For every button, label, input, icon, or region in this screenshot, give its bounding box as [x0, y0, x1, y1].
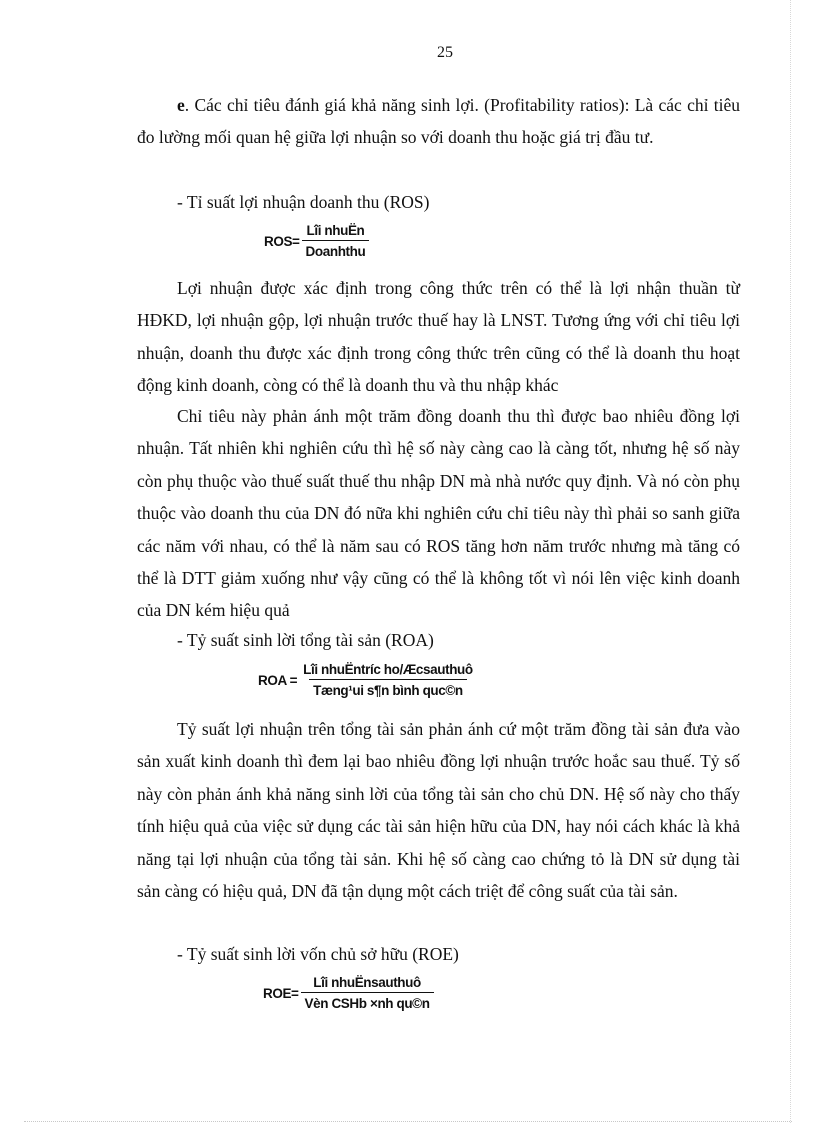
- ros-formula-lhs: ROS=: [264, 233, 300, 249]
- ros-paragraph-1: Lợi nhuận được xác định trong công thức trên có thể là lợi nhận thuần từ HĐKD, lợi nhuận gộp, lợi nhuận trước thuế hay là LNST. Tương ứng với chỉ tiêu lợi nhuận, doanh thu được xác định trong công thức trên cũng có thể là doanh thu hoạt động kinh doanh, còng có thể là doanh thu và thu nhập khác: [137, 278, 740, 396]
- ros-heading: - Tỉ suất lợi nhuận doanh thu (ROS): [177, 192, 430, 212]
- roa-formula: [258, 662, 477, 698]
- bottom-page-border: [24, 1121, 792, 1122]
- roe-formula: [263, 975, 434, 1011]
- roa-numerator: Lîi nhuËntríc ho/Æcsauthuô: [303, 662, 473, 677]
- ros-paragraph-2: Chỉ tiêu này phản ánh một trăm đồng doanh thu thì được bao nhiêu đồng lợi nhuận. Tất nhiên khi nghiên cứu thì hệ số này càng cao là càng tốt, nhưng hệ số này còn phụ thuộc vào thuế suất thuế thu nhập DN mà nhà nước quy định. Và nó còn phụ thuộc vào doanh thu của DN đó nữa khi nghiên cứu chỉ tiêu này thì phải so sanh giữa các năm với nhau, có thể là năm sau có ROS tăng hơn năm trước nhưng mà tăng có thể là DTT giảm xuống như vậy cũng có thể là không tốt vì nói lên việc kinh doanh của DN kém hiệu quả: [137, 406, 740, 621]
- ros-denominator: Doanhthu: [302, 240, 370, 259]
- ros-formula: [264, 223, 369, 259]
- intro-bold-letter: e: [177, 95, 185, 115]
- intro-text: . Các chỉ tiêu đánh giá khả năng sinh lợi. (Profitability ratios): Là các chỉ tiêu đo lường mối quan hệ giữa lợi nhuận so với doanh thu hoặc giá trị đầu tư.: [137, 95, 740, 148]
- roe-formula-lhs: ROE=: [263, 985, 299, 1001]
- right-page-border: [790, 0, 791, 1123]
- roe-heading: - Tỷ suất sinh lời vốn chủ sở hữu (ROE): [177, 944, 459, 964]
- roe-numerator: Lîi nhuËnsauthuô: [313, 975, 421, 990]
- roa-formula-lhs: ROA =: [258, 672, 298, 688]
- roa-paragraph: Tỷ suất lợi nhuận trên tổng tài sản phản ánh cứ một trăm đồng tài sản đưa vào sản xuất kinh doanh thì đem lại bao nhiêu đồng lợi nhuận trước hoắc sau thuế. Tỷ số này còn phản ánh khả năng sinh lời của tổng tài sản cho chủ DN. Hệ số này cho thấy tính hiệu quả của việc sử dụng các tài sản hiện hữu của DN, hay nói cách khác là khả năng tại lợi nhuận của tổng tài sản. Khi hệ số càng cao chứng tỏ là DN sử dụng tài sản càng có hiệu quả, DN đã tận dụng một cách triệt để công suất của tài sản.: [137, 719, 740, 902]
- roa-denominator: Tæng¹ui s¶n bình quc©n: [309, 679, 467, 698]
- roe-denominator: Vèn CSHb ×nh qu©n: [301, 992, 434, 1011]
- roe-fraction: [301, 975, 434, 1011]
- roa-heading: - Tỷ suất sinh lời tổng tài sản (ROA): [177, 630, 434, 650]
- intro-paragraph: [137, 89, 740, 154]
- ros-fraction: [302, 223, 370, 259]
- ros-numerator: Lîi nhuËn: [306, 223, 365, 238]
- page-number: 25: [437, 44, 453, 61]
- roa-fraction: [299, 662, 477, 698]
